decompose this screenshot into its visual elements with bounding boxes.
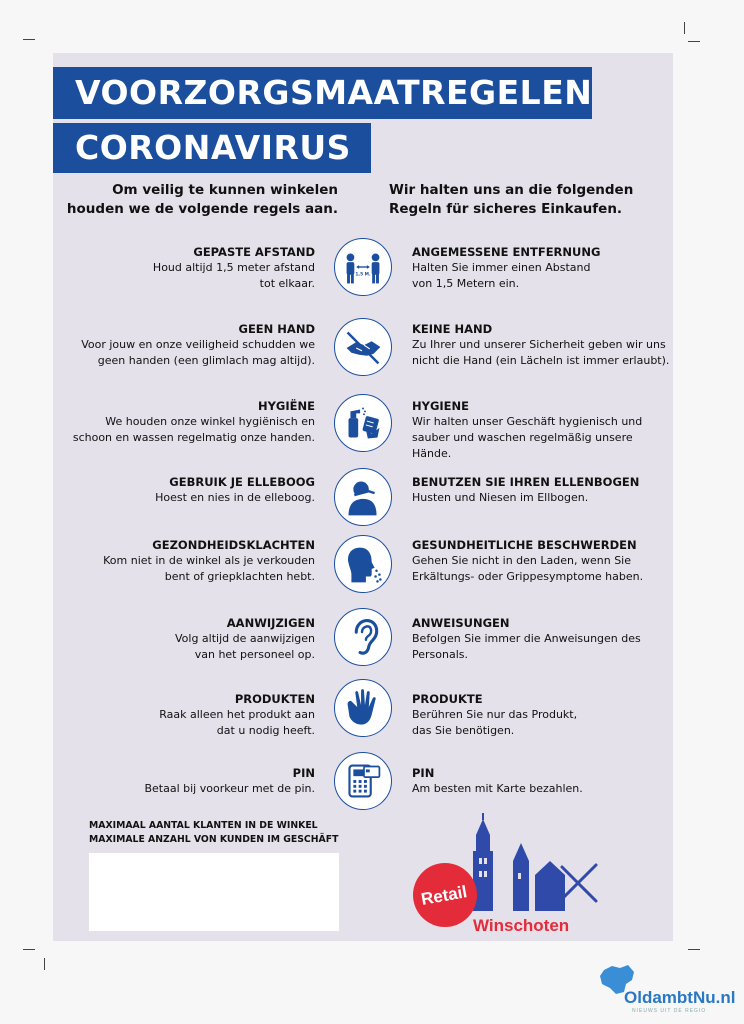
rule-title: HYGIËNE [257,399,315,413]
poster [53,53,673,941]
rule-title: GEEN HAND [238,322,315,336]
rule-text: Personals. [412,648,468,661]
rule-dutch [53,321,315,369]
rule-text: We houden onze winkel hygiënisch en [105,415,315,428]
rule-text: Hände. [412,447,452,460]
rule-text: schoon en wassen regelmatig onze handen. [72,431,315,444]
capacity-write-box [89,853,339,931]
rule-german [412,398,670,462]
rule-german [412,765,670,797]
watermark-tagline: NIEUWS UIT DE REGIO [632,1008,707,1014]
rule-title: HYGIENE [412,399,470,413]
crop-mark [23,949,35,950]
capacity-label-german: MAXIMALE ANZAHL VON KUNDEN IM GESCHÄFT [89,834,339,845]
rule-title: PIN [412,766,435,780]
rule-text: das Sie benötigen. [412,724,515,737]
rule-german [412,691,670,739]
rule-dutch [53,537,315,585]
rule-title: GESUNDHEITLICHE BESCHWERDEN [412,538,637,552]
intro-german-line: Wir halten uns an die folgenden [389,182,634,198]
crop-mark [44,958,45,970]
capacity-label-dutch: MAXIMAAL AANTAL KLANTEN IN DE WINKEL [89,820,318,831]
rule-text: Am besten mit Karte bezahlen. [412,782,583,795]
crop-mark [688,949,700,950]
distance-label: 1,5 M. [355,272,371,278]
intro-dutch-line: houden we de volgende regels aan. [66,201,338,217]
rule-title: GEPASTE AFSTAND [193,245,315,259]
rule-title: AANWIJZIGEN [226,616,315,630]
crop-mark [688,41,700,42]
rule-text: Berühren Sie nur das Produkt, [412,708,578,721]
hand-icon [334,679,392,737]
intro-dutch-line: Om veilig te kunnen winkelen [112,182,338,198]
rule-text: Halten Sie immer einen Abstand [412,261,591,274]
crop-mark [23,39,35,40]
rule-title: ANWEISUNGEN [412,616,510,630]
rule-text: geen handen (een glimlach mag altijd). [97,354,315,367]
rule-text: Betaal bij voorkeur met de pin. [144,782,315,795]
rule-text: Husten und Niesen im Ellbogen. [412,491,589,504]
capacity-label [89,819,338,847]
rule-dutch [53,765,315,797]
card-terminal-icon [334,752,392,810]
rule-german [412,474,670,506]
title-banner-line1: VOORZORGSMAATREGELEN [53,67,592,119]
rule-dutch [53,691,315,739]
spray-cleaning-icon [334,394,392,452]
logo-retail-text: Retail [419,882,469,909]
rule-text: bent of griepklachten hebt. [164,570,315,583]
intro-german-line: Regeln für sicheres Einkaufen. [389,201,623,217]
rule-text: Hoest en nies in de elleboog. [155,491,315,504]
rule-german [412,615,670,663]
rule-dutch [53,244,315,292]
rule-text: Houd altijd 1,5 meter afstand [152,261,315,274]
rule-title: ANGEMESSENE ENTFERNUNG [412,245,601,259]
rule-text: Befolgen Sie immer die Anweisungen des [412,632,641,645]
rule-text: Kom niet in de winkel als je verkouden [103,554,315,567]
intro-dutch [53,181,338,219]
title-banner-line2: CORONAVIRUS [53,123,371,173]
rule-dutch [53,474,315,506]
watermark-name: OldambtNu.nl [624,988,736,1007]
rule-dutch [53,615,315,663]
rule-dutch [53,398,315,446]
rule-text: Zu Ihrer und unserer Sicherheit geben wir uns [412,338,666,351]
rule-text: Gehen Sie nicht in den Laden, wenn Sie [412,554,631,567]
rule-text: van het personeel op. [194,648,315,661]
rule-text: Volg altijd de aanwijzigen [175,632,315,645]
elbow-cough-icon [334,468,392,526]
rule-text: Wir halten unser Geschäft hygienisch und [412,415,643,428]
rule-title: GEZONDHEIDSKLACHTEN [152,538,315,552]
no-handshake-icon [334,318,392,376]
distance-icon [334,238,392,296]
rule-title: PRODUKTEN [234,692,315,706]
rule-german [412,537,670,585]
rule-title: BENUTZEN SIE IHREN ELLENBOGEN [412,475,640,489]
rule-text: Raak alleen het produkt aan [159,708,315,721]
ear-icon [334,608,392,666]
rule-text: nicht die Hand (ein Lächeln ist immer erlaubt). [412,354,670,367]
rule-text: sauber und waschen regelmäßig unsere [412,431,633,444]
rule-text: tot elkaar. [259,277,315,290]
intro-german [389,181,669,219]
sneeze-icon [334,535,392,593]
rule-german [412,321,670,369]
logo-town-text: Winschoten [473,916,570,933]
rule-title: GEBRUIK JE ELLEBOOG [169,475,315,489]
retail-winschoten-logo [413,813,603,933]
rule-title: KEINE HAND [412,322,493,336]
rule-title: PIN [292,766,315,780]
crop-mark [684,22,685,34]
rule-text: von 1,5 Metern ein. [412,277,520,290]
rule-text: dat u nodig heeft. [216,724,315,737]
rule-text: Erkältungs- oder Grippesymptome haben. [412,570,644,583]
rule-title: PRODUKTE [412,692,483,706]
oldambtnu-watermark [598,962,738,1017]
rule-german [412,244,670,292]
rule-text: Voor jouw en onze veiligheid schudden we [81,338,315,351]
